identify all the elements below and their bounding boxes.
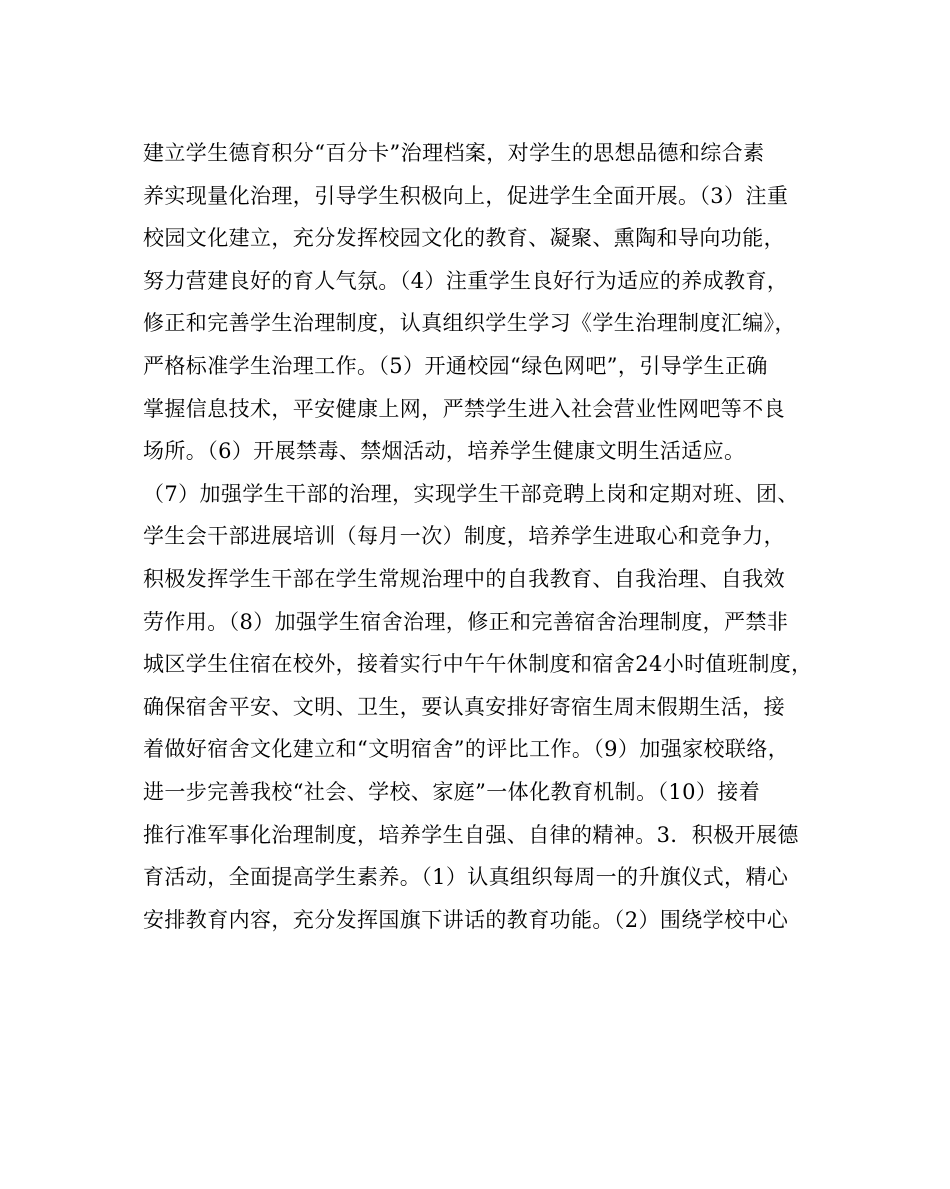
text-line: 进一步完善我校“社会、学校、家庭”一体化教育机制。（10）接着 xyxy=(143,779,761,804)
text-line: 场所。（6）开展禁毒、禁烟活动，培养学生健康文明生活适应。 xyxy=(143,439,746,464)
text-line: 积极发挥学生干部在学生常规治理中的自我教育、自我治理、自我效 xyxy=(143,566,785,591)
text-line: 校园文化建立，充分发挥校园文化的教育、凝聚、熏陶和导向功能， xyxy=(143,226,785,251)
text-line: 着做好宿舍文化建立和“文明宿舍”的评比工作。（9）加强家校联络， xyxy=(143,737,790,762)
text-line: 城区学生住宿在校外，接着实行中午午休制度和宿舍24小时值班制度， xyxy=(143,652,813,677)
text-line: 育活动，全面提高学生素养。（1）认真组织每周一的升旗仪式，精心 xyxy=(143,865,789,890)
body-text xyxy=(143,132,823,941)
text-line: 修正和完善学生治理制度，认真组织学生学习《学生治理制度汇编》， xyxy=(143,311,796,336)
text-line: 学生会干部进展培训（每月一次）制度，培养学生进取心和竞争力， xyxy=(143,524,785,549)
text-line: 严格标准学生治理工作。（5）开通校园“绿色网吧”，引导学生正确 xyxy=(143,353,768,378)
text-line: 掌握信息技术，平安健康上网，严禁学生进入社会营业性网吧等不良 xyxy=(143,396,785,421)
text-line: 推行准军事化治理制度，培养学生自强、自律的精神。3．积极开展德 xyxy=(143,822,799,847)
text-line: 安排教育内容，充分发挥国旗下讲话的教育功能。（2）围绕学校中心 xyxy=(143,907,789,932)
text-line: 努力营建良好的育人气氛。（4）注重学生良好行为适应的养成教育， xyxy=(143,268,789,293)
text-line: 养实现量化治理，引导学生积极向上，促进学生全面开展。（3）注重 xyxy=(143,183,789,208)
text-line: 确保宿舍平安、文明、卫生，要认真安排好寄宿生周末假期生活，接 xyxy=(143,694,785,719)
text-line: （7）加强学生干部的治理，实现学生干部竞聘上岗和定期对班、团、 xyxy=(143,481,799,506)
text-line: 建立学生德育积分“百分卡”治理档案，对学生的思想品德和综合素 xyxy=(143,141,765,165)
text-line: 劳作用。（8）加强学生宿舍治理，修正和完善宿舍治理制度，严禁非 xyxy=(143,609,789,634)
